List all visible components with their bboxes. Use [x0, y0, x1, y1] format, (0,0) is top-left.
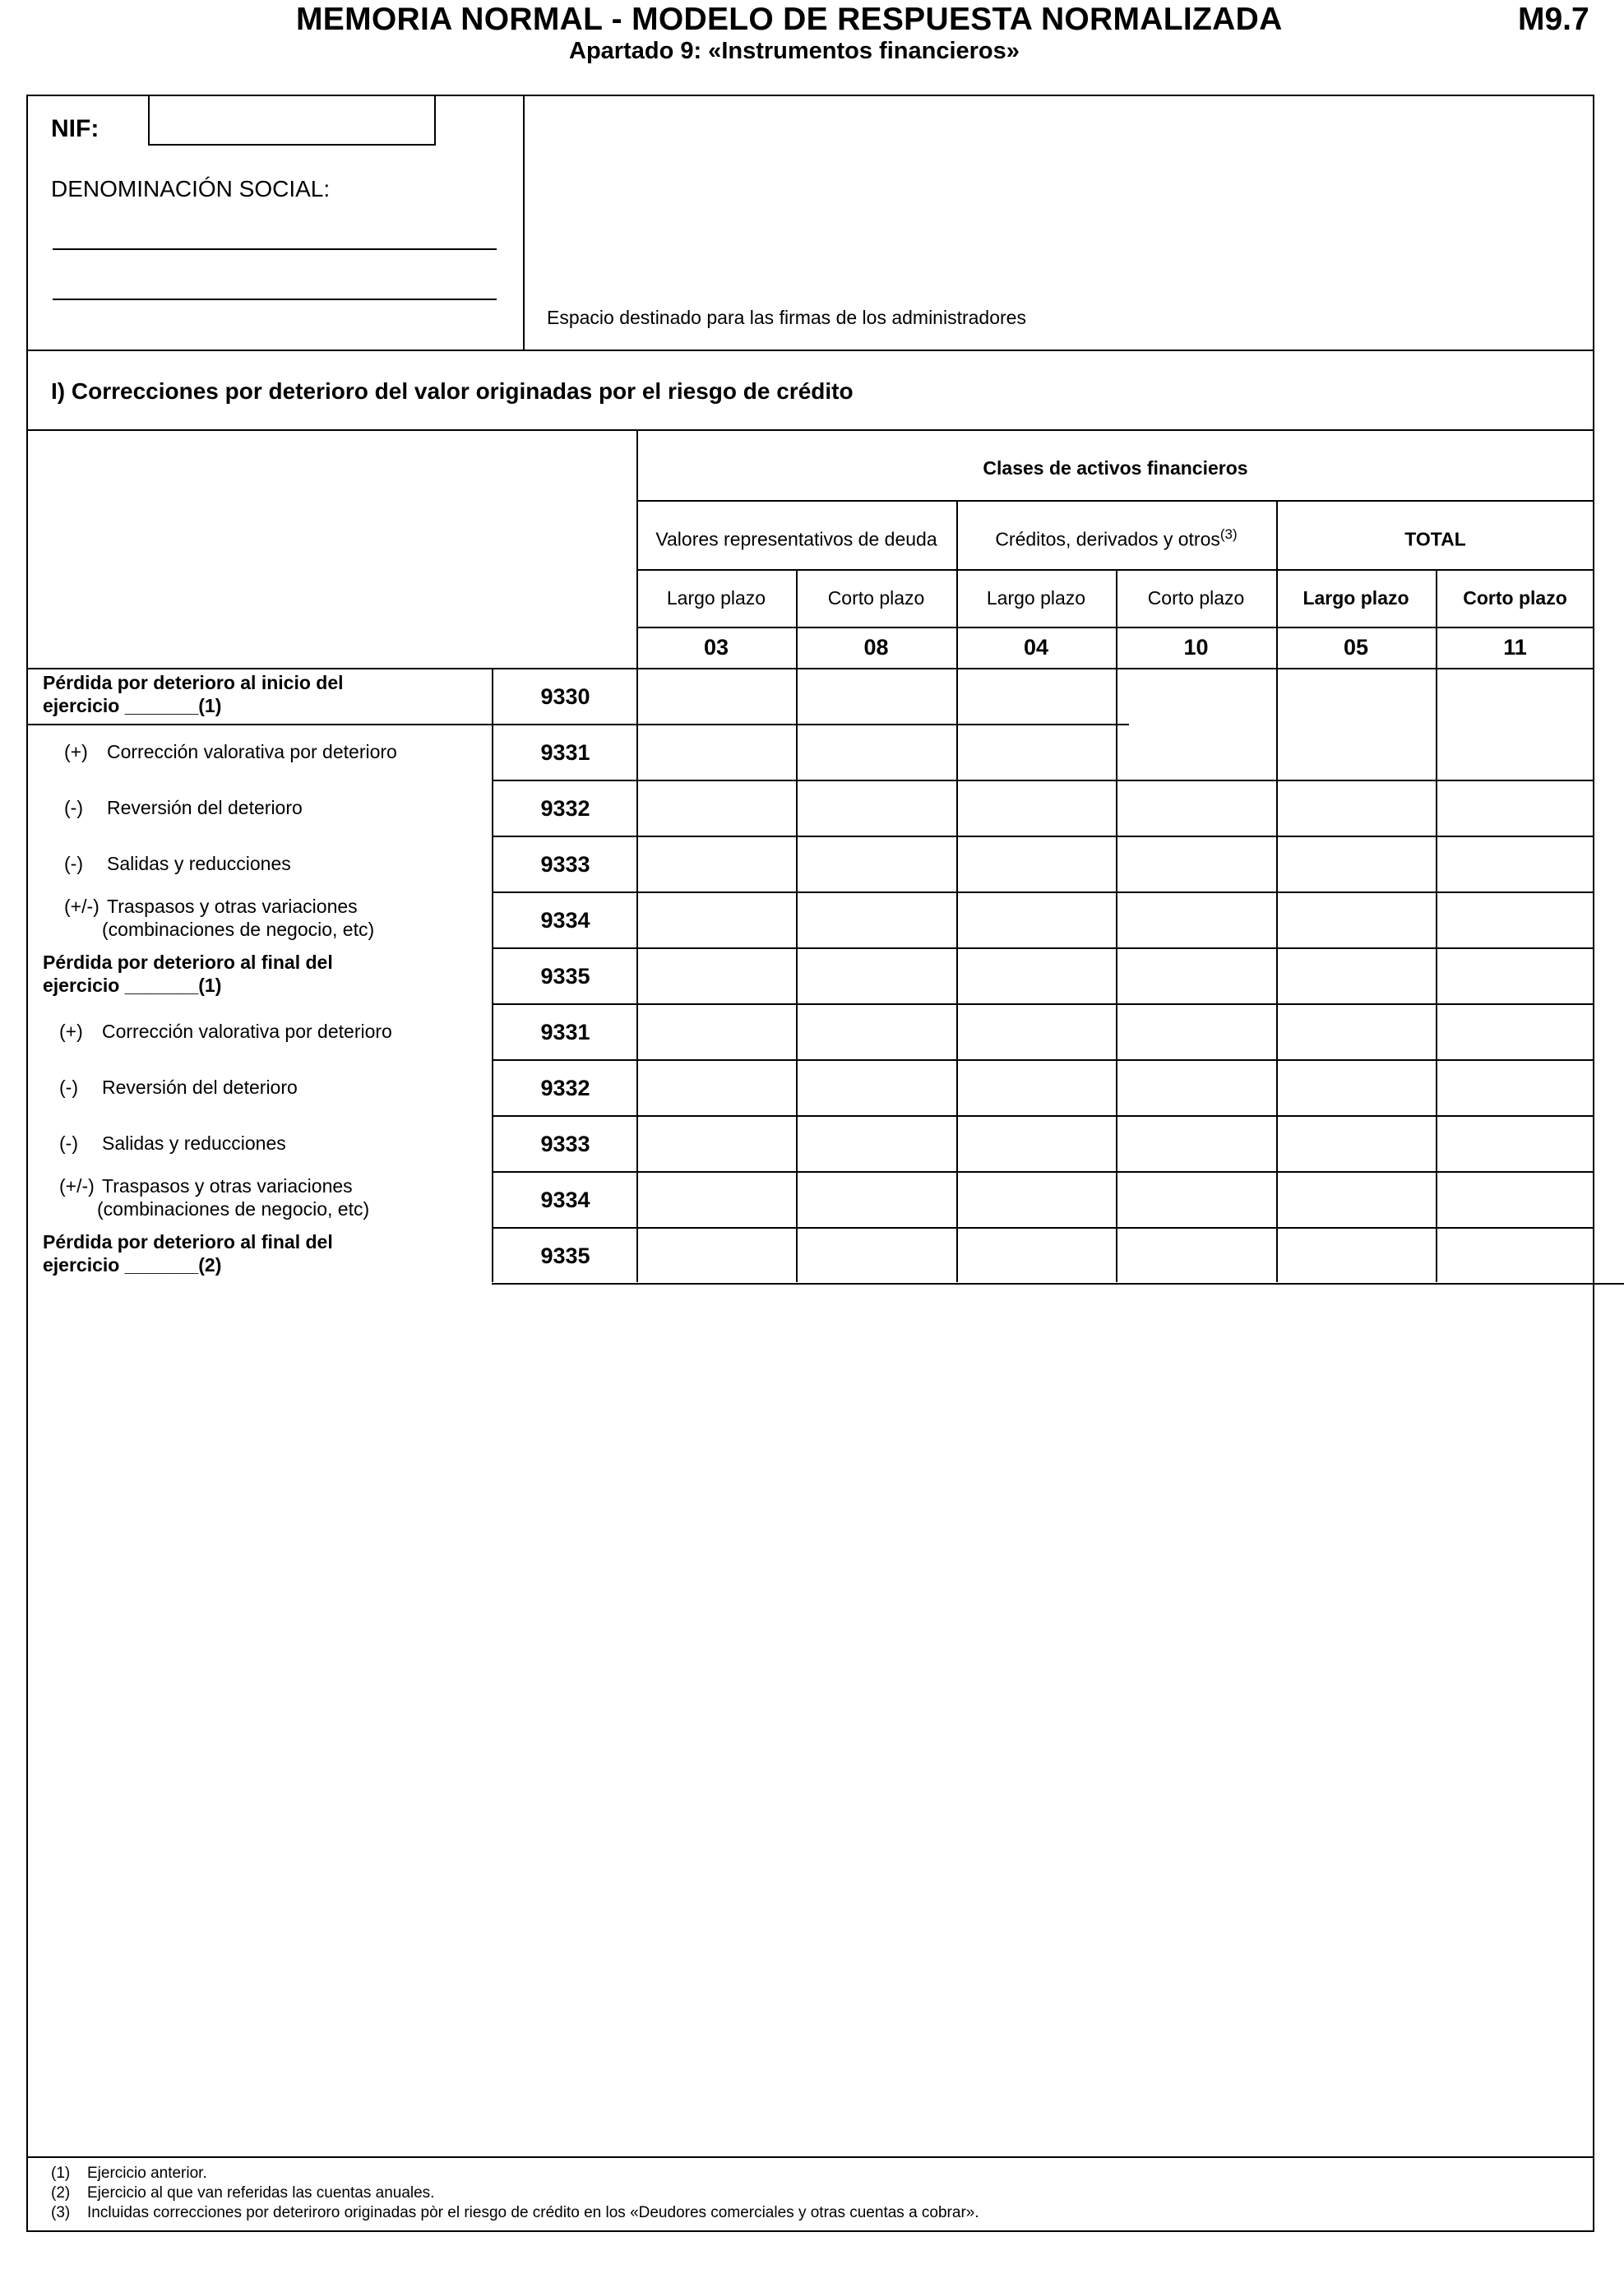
- value-cell[interactable]: [638, 1005, 796, 1059]
- denominacion-line-2[interactable]: [53, 299, 497, 300]
- row-label-line: Reversión del deterioro: [102, 1077, 298, 1098]
- term-header: Corto plazo: [1463, 587, 1567, 609]
- row-label-line: Salidas y reducciones: [102, 1132, 286, 1154]
- row-label: [64, 852, 291, 875]
- table-group-header: Clases de activos financieros: [983, 457, 1248, 479]
- row-label-line: Corrección valorativa por deterioro: [102, 1021, 392, 1042]
- value-cell[interactable]: [798, 949, 956, 1003]
- value-cell[interactable]: [1278, 1117, 1436, 1171]
- row-code: 9332: [540, 796, 590, 821]
- value-cell[interactable]: [1278, 949, 1436, 1003]
- row-label-line: Pérdida por deterioro al inicio del: [43, 672, 344, 693]
- row-label-line: (combinaciones de negocio, etc): [97, 1198, 370, 1220]
- value-cell[interactable]: [1117, 893, 1276, 947]
- row-label: [43, 671, 344, 717]
- row-code: 9334: [540, 1188, 590, 1212]
- value-cell[interactable]: [638, 1061, 796, 1115]
- class-header-label: Créditos, derivados y otros: [995, 528, 1220, 550]
- row-code: 9333: [540, 1132, 590, 1156]
- row-label: [43, 951, 333, 997]
- value-cell[interactable]: [1278, 669, 1436, 724]
- row-sign: (+): [64, 741, 88, 762]
- value-cell[interactable]: [638, 837, 796, 891]
- value-cell[interactable]: [1437, 949, 1594, 1003]
- nif-field[interactable]: [148, 95, 436, 146]
- header-rule: [636, 500, 1594, 502]
- value-cell[interactable]: [958, 1173, 1116, 1227]
- row-sign: (-): [59, 1132, 78, 1154]
- row-code: 9334: [540, 908, 590, 933]
- term-header: Largo plazo: [1302, 587, 1409, 609]
- footnote-text: Ejercicio anterior.: [87, 2165, 207, 2182]
- value-cell[interactable]: [958, 837, 1116, 891]
- footnote-divider: [26, 2156, 1594, 2158]
- value-cell[interactable]: [1278, 1005, 1436, 1059]
- footnote-text: Incluidas correcciones por deteriroro originadas pòr el riesgo de crédito en los «Deudores comerciales y otras cuentas a cobrar».: [87, 2204, 979, 2221]
- value-cell[interactable]: [638, 893, 796, 947]
- value-cell[interactable]: [1278, 837, 1436, 891]
- value-cell[interactable]: [1278, 725, 1436, 780]
- row-label-line: Pérdida por deterioro al final del: [43, 1231, 333, 1253]
- value-cell[interactable]: [1117, 1117, 1276, 1171]
- value-cell[interactable]: [958, 1229, 1116, 1283]
- row-label: [64, 796, 303, 819]
- row-label: [59, 1174, 369, 1220]
- value-cell[interactable]: [798, 1005, 956, 1059]
- row-label-line: Reversión del deterioro: [107, 797, 303, 818]
- class-header-label: Valores representativos de deuda: [655, 528, 937, 550]
- value-cell[interactable]: [798, 725, 956, 780]
- row-label-line: Corrección valorativa por deterioro: [107, 741, 397, 762]
- value-cell[interactable]: [958, 949, 1116, 1003]
- value-cell[interactable]: [1117, 949, 1276, 1003]
- value-cell[interactable]: [1117, 669, 1276, 724]
- value-cell[interactable]: [638, 1117, 796, 1171]
- class-header: [636, 526, 956, 551]
- row-code: 9331: [540, 740, 590, 765]
- footnote-number: (2): [51, 2184, 71, 2202]
- value-cell[interactable]: [1278, 781, 1436, 836]
- value-cell[interactable]: [1437, 837, 1594, 891]
- row-label: [64, 895, 374, 941]
- denominacion-label: DENOMINACIÓN SOCIAL:: [51, 176, 331, 201]
- value-cell[interactable]: [798, 837, 956, 891]
- nif-label: NIF:: [51, 115, 99, 142]
- value-cell[interactable]: [1117, 1229, 1276, 1283]
- value-cell[interactable]: [1117, 1005, 1276, 1059]
- value-cell[interactable]: [638, 1173, 796, 1227]
- value-cell[interactable]: [1117, 1173, 1276, 1227]
- divider: [26, 429, 1594, 431]
- value-cell[interactable]: [958, 669, 1116, 724]
- row-code: 9333: [540, 852, 590, 877]
- value-cell[interactable]: [1437, 1005, 1594, 1059]
- row-code: 9332: [540, 1076, 590, 1100]
- footnote-number: (3): [51, 2204, 71, 2221]
- value-cell[interactable]: [1437, 725, 1594, 780]
- class-header: [1276, 526, 1594, 551]
- class-header-note: (3): [1219, 526, 1238, 542]
- form-code: M9.7: [1518, 2, 1589, 37]
- row-code: 9330: [540, 684, 590, 709]
- row-label-line: Pérdida por deterioro al final del: [43, 952, 333, 973]
- value-cell[interactable]: [1278, 1061, 1436, 1115]
- row-label-line: Salidas y reducciones: [107, 853, 291, 874]
- column-code: 08: [863, 635, 889, 660]
- row-label: [59, 1132, 286, 1155]
- value-cell[interactable]: [638, 949, 796, 1003]
- row-sign: (-): [64, 853, 83, 874]
- term-header: Corto plazo: [1147, 587, 1245, 609]
- row-label-line: ejercicio _______(1): [43, 975, 222, 996]
- value-cell[interactable]: [1437, 1229, 1594, 1283]
- column-code: 03: [703, 635, 729, 660]
- value-cell[interactable]: [638, 669, 796, 724]
- column-code: 05: [1343, 635, 1369, 660]
- signature-divider: [523, 95, 525, 351]
- class-header: [956, 526, 1276, 551]
- row-label-line: (combinaciones de negocio, etc): [102, 919, 375, 940]
- column-code: 11: [1503, 635, 1527, 660]
- value-cell[interactable]: [1117, 837, 1276, 891]
- value-cell[interactable]: [958, 893, 1116, 947]
- row-code: 9335: [540, 1243, 590, 1268]
- value-cell[interactable]: [1117, 781, 1276, 836]
- value-cell[interactable]: [798, 1229, 956, 1283]
- value-cell[interactable]: [1278, 1229, 1436, 1283]
- footnote-number: (1): [51, 2165, 71, 2182]
- row-label-line: ejercicio _______(1): [43, 695, 222, 716]
- value-cell[interactable]: [798, 669, 956, 724]
- value-cell[interactable]: [638, 725, 796, 780]
- row-label: [59, 1076, 298, 1099]
- row-code: 9335: [540, 964, 590, 989]
- row-label: [64, 740, 397, 763]
- value-cell[interactable]: [798, 1173, 956, 1227]
- row-code: 9331: [540, 1020, 590, 1044]
- section-title: I) Correcciones por deterioro del valor originadas por el riesgo de crédito: [51, 378, 854, 404]
- value-cell[interactable]: [958, 1117, 1116, 1171]
- term-header: Largo plazo: [666, 587, 766, 609]
- value-cell[interactable]: [638, 781, 796, 836]
- value-cell[interactable]: [1117, 725, 1276, 780]
- value-cell[interactable]: [1437, 1173, 1594, 1227]
- value-cell[interactable]: [958, 781, 1116, 836]
- divider: [26, 350, 1594, 351]
- value-cell[interactable]: [798, 781, 956, 836]
- row-label: [43, 1230, 333, 1276]
- footnote-2: [51, 2184, 434, 2202]
- footnote-1: [51, 2165, 207, 2183]
- row-label-line: Traspasos y otras variaciones: [102, 1175, 353, 1197]
- value-cell[interactable]: [958, 1005, 1116, 1059]
- value-cell[interactable]: [1437, 1061, 1594, 1115]
- value-cell[interactable]: [1437, 893, 1594, 947]
- value-cell[interactable]: [1278, 1173, 1436, 1227]
- value-cell[interactable]: [1117, 1061, 1276, 1115]
- value-cell[interactable]: [1278, 893, 1436, 947]
- row-rule: [492, 1283, 1624, 1285]
- value-cell[interactable]: [798, 893, 956, 947]
- column-code: 10: [1183, 635, 1209, 660]
- term-header: Corto plazo: [827, 587, 925, 609]
- page-title: MEMORIA NORMAL - MODELO DE RESPUESTA NORMALIZADA: [296, 2, 1283, 37]
- class-header-label: TOTAL: [1404, 528, 1466, 550]
- value-cell[interactable]: [798, 1061, 956, 1115]
- denominacion-line-1[interactable]: [53, 248, 497, 250]
- row-sign: (+): [59, 1021, 83, 1042]
- column-code: 04: [1023, 635, 1049, 660]
- value-cell[interactable]: [798, 1117, 956, 1171]
- value-cell[interactable]: [1437, 669, 1594, 724]
- value-cell[interactable]: [638, 1229, 796, 1283]
- value-cell[interactable]: [1437, 781, 1594, 836]
- value-cell[interactable]: [1437, 1117, 1594, 1171]
- row-sign: (-): [59, 1077, 78, 1098]
- row-sign: (+/-): [64, 896, 99, 917]
- row-label-line: ejercicio _______(2): [43, 1254, 222, 1276]
- row-label-line: Traspasos y otras variaciones: [107, 896, 358, 917]
- footnote-3: [51, 2204, 979, 2222]
- row-sign: (-): [64, 797, 83, 818]
- signature-area-label: Espacio destinado para las firmas de los administradores: [547, 307, 1026, 328]
- row-sign: (+/-): [59, 1175, 95, 1197]
- value-cell[interactable]: [958, 1061, 1116, 1115]
- term-header: Largo plazo: [986, 587, 1086, 609]
- footnote-text: Ejercicio al que van referidas las cuentas anuales.: [87, 2184, 435, 2202]
- page-subtitle: Apartado 9: «Instrumentos financieros»: [569, 38, 1020, 64]
- value-cell[interactable]: [958, 725, 1116, 780]
- row-label: [59, 1020, 392, 1043]
